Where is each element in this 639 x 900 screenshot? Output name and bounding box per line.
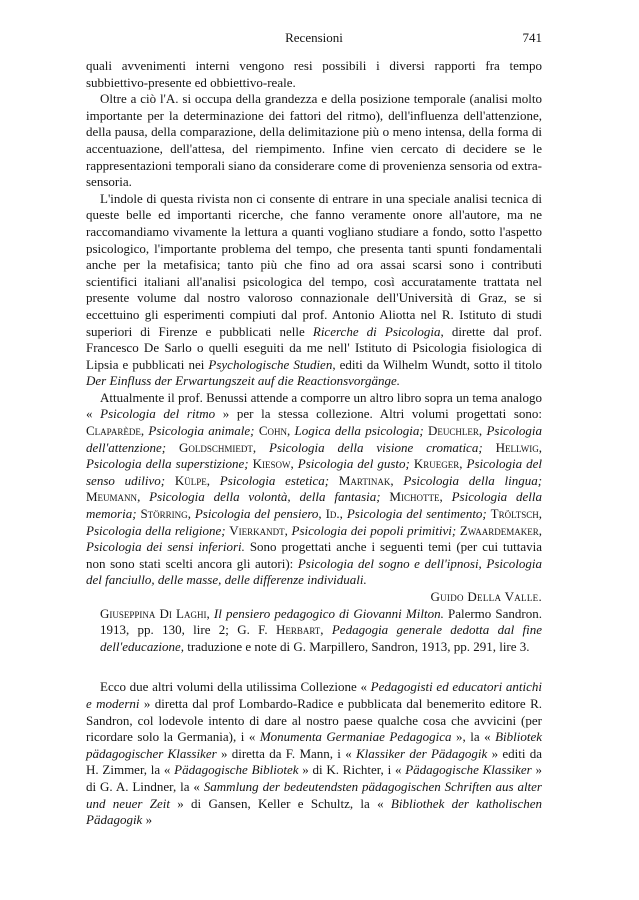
paragraph-continuation: quali avvenimenti interni vengono resi possibili i diversi rapporti fra tempo subbiettivo-presente ed obbiettivo-reale. bbox=[86, 58, 542, 90]
section-gap bbox=[86, 655, 542, 679]
page-number: 741 bbox=[522, 30, 542, 45]
paragraph-recommendation: L'indole di questa rivista non ci consente di entrare in una speciale analisi tecnica di queste belle ed importanti ricerche, che fanno veramente onore all'autore, ma ne raccomandiamo vivamente la lettura a quanti vogliano studiare a fondo, sotto l'aspetto psicologico, l'importante problema del tempo, che presenta tanti spunti fondamentali anche per la metafisica; tanto più che fino ad ora assai scarsi sono i contributi scientifici italiani all'analisi psicologica del tempo, così accuratamente trattata nel presente volume dal nostro valoroso connazionale dell'Università di Graz, se si eccettuino gli esperimenti compiuti dal prof. Antonio Aliotta nel R. Istituto di studi superiori di Firenze e pubblicati nelle Ricerche di Psicologia, dirette dal prof. Francesco De Sarlo o quelli eseguiti da me nell' Istituto di Psicologia fisiologica di Lipsia e pubblicati nei Psychologische Studien, editi da Wilhelm Wundt, sotto il titolo Der Einfluss der Erwartungszeit auf die Reactionsvorgänge. bbox=[86, 190, 543, 389]
review-signature: Guido Della Valle. bbox=[430, 589, 542, 604]
page-header bbox=[86, 30, 542, 50]
paragraph-planned-volumes: Attualmente il prof. Benussi attende a comporre un altro libro sopra un tema analogo « Psicologia del ritmo » per la stessa collezione. Altri volumi progettati sono: Claparède, Psicologia animale; Cohn, Logica della psicologia; Deuchler, Psicologia dell'attenzione; Goldschmiedt, Psicologia della visione cromatica; Hellwig, Psicologia della superstizione; Kiesow, Psicologia del gusto; Krueger, Psicologia del senso udilivo; Külpe, Psicologia estetica; Martinak, Psicologia della lingua; Meumann, Psicologia della volontà, della fantasia; Michotte, Psicologia della memoria; Störring, Psicologia del pensiero, Id., Psicologia del sentimento; Tröltsch, Psicologia della religione; Vierkandt, Psicologia dei popoli primitivi; Zwaardemaker, Psicologia dei sensi inferiori. Sono progettati anche i seguenti temi (per cui tuttavia non sono stati scelti ancora gli autori): Psicologia del sogno e dell'ipnosi, Psicologia del fanciullo, delle masse, delle differenze individuali. bbox=[86, 389, 543, 588]
running-head: Recensioni bbox=[285, 30, 343, 45]
paragraph-temporal-analysis: Oltre a ciò l'A. si occupa della grandezza e della posizione temporale (analisi molto importante per la determinazione dei fattori del ritmo), dell'influenza dell'attenzione, della pausa, della comparazione, della delimitazione più o meno intensa, della forma di accentuazione, dell'attesa, del riempimento. Infine vien cercato di decidere se le rappresentazioni temporali siano da considerare come di provenienza sensoria od extra-sensoria. bbox=[86, 91, 542, 190]
bibliographic-reference: Giuseppina Di Laghi, Il pensiero pedagogico di Giovanni Milton. Palermo Sandron. 1913, pp. 130, lire 2; G. F. Herbart, Pedagogia generale dedotta dal fine dell'educazione, traduzione e note di G. Marpillero, Sandron, 1913, pp. 291, lire 3. bbox=[100, 605, 543, 654]
paragraph-collection-review: Ecco due altri volumi della utilissima Collezione « Pedagogisti ed educatori antichi e moderni » diretta dal prof Lombardo-Radice e pubblicata dal benemerito editore R. Sandron, col lodevole intento di dare al nostro paese qualche cosa che avvicini (per ricordare solo la Germania), i « Monumenta Germaniae Pedagogica », la « Bibliotek pädagogischer Klassiker » diretta da F. Mann, i « Klassiker der Pädagogik » editi da H. Zimmer, la « Pädagogische Bibliotek » di K. Richter, i « Pädagogische Klassiker » di G. A. Lindner, la « Sammlung der bedeutendsten pädagogischen Schriften aus alter und neuer Zeit » di Gansen, Keller e Schultz, la « Bibliothek der katholischen Pädagogik » bbox=[86, 679, 543, 828]
page-body bbox=[86, 58, 542, 829]
